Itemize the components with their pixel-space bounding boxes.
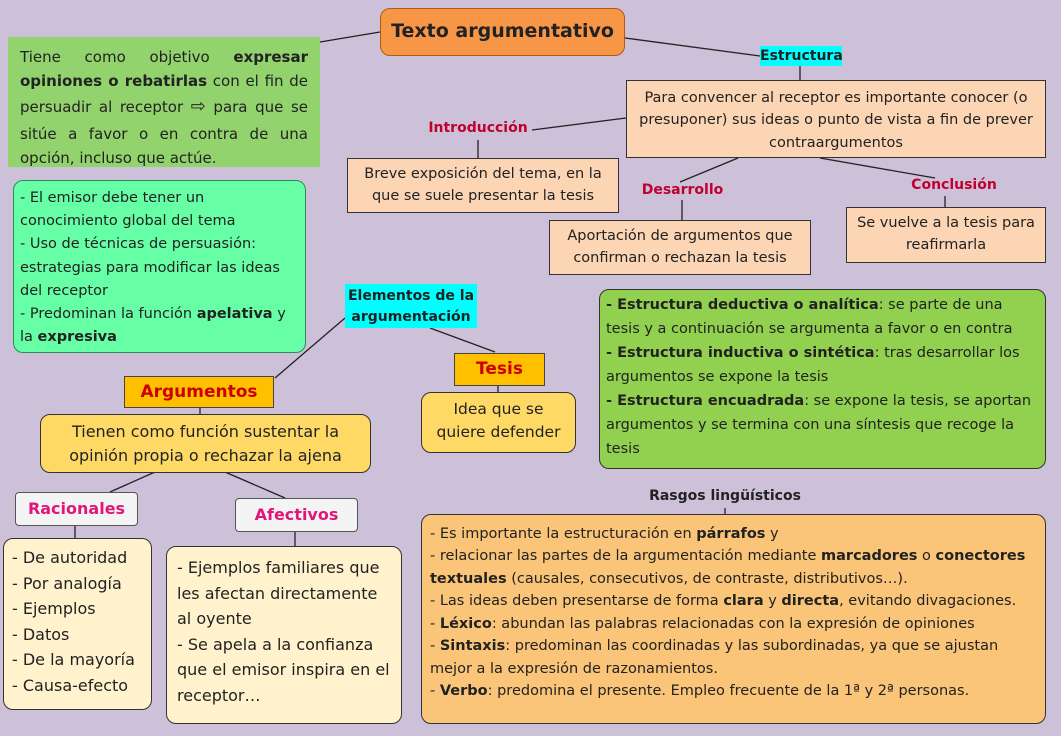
rasgo-bold: Léxico <box>439 615 492 632</box>
rasgo-sintaxis <box>430 635 1037 680</box>
estructura-box <box>626 80 1046 158</box>
objective-text-2: con el fin de persuadir al receptor <box>20 72 308 116</box>
tesis-label-text: Tesis <box>476 359 523 379</box>
tipo-encuadrada-text: : se expone la tesis, se aportan argumentos y se termina con una síntesis que recoge la tesis <box>606 392 1032 457</box>
emitter-line-1: - El emisor debe tener un conocimiento global del tema <box>20 190 236 230</box>
rasgo-bold: Verbo <box>439 683 488 700</box>
tipo-encuadrada <box>606 390 1039 462</box>
emitter-line-3 <box>20 303 299 349</box>
tesis-box <box>421 392 576 453</box>
arrow-right-icon: ⇨ <box>190 96 206 117</box>
emitter-apelativa: apelativa <box>196 305 273 322</box>
objective-text-1: Tiene como objetivo <box>20 48 234 66</box>
conclusion-label-text: Conclusión <box>911 177 997 193</box>
afectivo-item-1: - Ejemplos familiares que les afectan directamente al oyente <box>177 558 380 629</box>
rasgo-bold: párrafos <box>696 526 766 542</box>
tipo-deductiva-text: : se parte de una tesis y a continuación se argumenta a favor o en contra <box>606 297 1013 337</box>
argumentos-label-text: Argumentos <box>140 382 258 402</box>
racional-item: - De autoridad <box>12 548 128 567</box>
estructura-label-text: Estructura <box>760 48 843 64</box>
argumentos-text: Tienen como función sustentar la opinión propia o rechazar la ajena <box>69 422 342 465</box>
tipo-inductiva-title: - Estructura inductiva o sintética <box>606 344 875 361</box>
title-box <box>380 8 625 56</box>
line-title-objective <box>320 32 380 42</box>
emitter-expresiva: expresiva <box>37 329 117 346</box>
rasgos-label-text: Rasgos lingüísticos <box>649 488 801 504</box>
rasgo-text: - <box>430 615 440 632</box>
tipo-inductiva-text: : tras desarrollar los argumentos se expone la tesis <box>606 344 1020 385</box>
racional-item: - Datos <box>12 624 70 644</box>
rasgo-text: , evitando divagaciones. <box>839 593 1017 610</box>
rasgo-verbo <box>430 680 1037 702</box>
conclusion-label <box>900 177 1008 197</box>
line-conclusion <box>820 158 935 178</box>
conclusion-text: Se vuelve a la tesis para reafirmarla <box>857 215 1035 253</box>
rasgo-text: - <box>430 638 440 655</box>
desarrollo-label <box>630 182 735 202</box>
rasgo-text: (causales, consecutivos, de contraste, distributivos…). <box>506 570 908 587</box>
racional-item: - De la mayoría <box>12 650 135 670</box>
emitter-line-3-and: y la <box>20 305 286 346</box>
tesis-label <box>454 353 545 386</box>
conclusion-box <box>846 207 1046 263</box>
afectivo-item-2: - Se apela a la confianza que el emisor inspira en el receptor… <box>177 634 390 705</box>
elementos-label <box>345 284 477 328</box>
objective-box <box>8 37 320 167</box>
racional-item: - Causa-efecto <box>12 675 129 695</box>
rasgo-bold: Sintaxis <box>439 638 506 655</box>
line-desarrollo <box>680 158 738 182</box>
tipo-deductiva <box>606 294 1039 342</box>
desarrollo-label-text: Desarrollo <box>641 182 724 198</box>
tipo-encuadrada-title: - Estructura encuadrada <box>606 392 805 409</box>
rasgo-text: : predominan las coordinadas y las subordinadas, ya que se ajustan mejor a la expresión de razonamientos. <box>430 638 999 677</box>
rasgo-bold: conectores textuales <box>430 548 1026 587</box>
introduccion-text: Breve exposición del tema, en la que se suele presentar la tesis <box>364 166 602 204</box>
rasgo-text: y <box>763 593 782 610</box>
emitter-box <box>13 180 306 353</box>
desarrollo-text: Aportación de argumentos que confirman o rechazan la tesis <box>567 228 793 266</box>
elementos-label-text: Elementos de la argumentación <box>347 288 475 325</box>
estructura-text: Para convencer al receptor es importante conocer (o presuponer) sus ideas o punto de vista a fin de prever contraargumentos <box>639 90 1033 151</box>
estructura-label <box>760 46 842 66</box>
racionales-box <box>3 538 152 710</box>
afectivos-label-text: Afectivos <box>254 505 339 524</box>
objective-bold: expresar opiniones o rebatirlas <box>20 48 308 90</box>
rasgo-text: - relacionar las partes de la argumentación mediante <box>430 548 822 565</box>
page-title: Texto argumentativo <box>391 20 614 42</box>
line-title-estructura <box>625 38 760 56</box>
line-racionales <box>110 472 155 492</box>
introduccion-label <box>420 120 536 140</box>
tipo-inductiva <box>606 342 1039 390</box>
rasgo-text: - <box>430 683 440 700</box>
tipos-estructura-box <box>599 289 1046 469</box>
rasgo-text: - Es importante la estructuración en <box>430 526 697 542</box>
introduccion-box <box>347 158 619 213</box>
rasgo-marcadores <box>430 545 1037 590</box>
rasgo-bold: clara <box>723 593 764 610</box>
tesis-text: Idea que se quiere defender <box>436 400 561 442</box>
argumentos-box <box>40 414 371 473</box>
rasgo-text: : abundan las palabras relacionadas con la expresión de opiniones <box>491 615 975 632</box>
rasgo-bold: marcadores <box>821 548 918 565</box>
rasgo-claridad <box>430 590 1037 612</box>
objective-text-3: para que se sitúe a favor o en contra de una opción, incluso que actúe. <box>20 98 308 167</box>
rasgo-text: o <box>917 548 936 565</box>
rasgos-label <box>640 488 810 508</box>
rasgo-parrafos <box>430 523 1037 545</box>
afectivos-box <box>166 546 402 724</box>
rasgo-lexico <box>430 613 1037 635</box>
emitter-line-3-text: - Predominan la función <box>20 305 197 322</box>
tipo-deductiva-title: - Estructura deductiva o analítica <box>606 297 879 313</box>
rasgo-text: : predomina el presente. Empleo frecuente de la 1ª y 2ª personas. <box>487 683 970 700</box>
line-afectivos <box>225 472 285 498</box>
afectivos-label <box>235 498 358 532</box>
introduccion-label-text: Introducción <box>428 120 528 136</box>
desarrollo-box <box>549 220 811 275</box>
rasgos-box <box>421 514 1046 724</box>
rasgo-text: y <box>765 526 779 542</box>
argumentos-label <box>124 376 274 408</box>
line-elementos-tesis <box>430 328 495 352</box>
line-intro <box>532 118 626 130</box>
emitter-line-2: - Uso de técnicas de persuasión: estrategias para modificar las ideas del receptor <box>20 236 280 299</box>
racionales-label-text: Racionales <box>27 499 126 518</box>
rasgo-text: - Las ideas deben presentarse de forma <box>430 593 724 610</box>
racionales-label <box>15 492 138 526</box>
rasgo-bold: directa <box>781 593 840 610</box>
racional-item: - Por analogía <box>12 573 122 593</box>
racional-item: - Ejemplos <box>12 599 96 619</box>
